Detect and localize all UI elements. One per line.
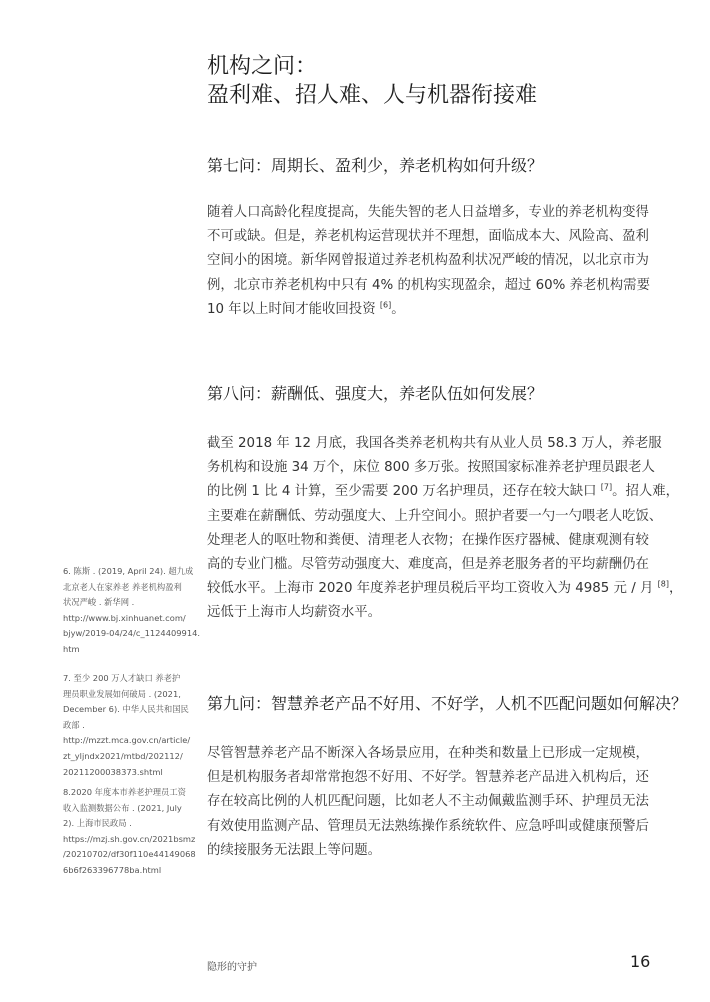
paragraph-line: 务机构和设施 34 万个，床位 800 多万张。按照国家标准养老护理员跟老人 (207, 460, 655, 476)
section-title-line-2: 盈利难、招人难、人与机器衔接难 (207, 83, 538, 108)
footnote-link[interactable]: /20210702/df30f110e44149068 (63, 849, 196, 860)
paragraph-text: 较低水平。上海市 2020 年度养老护理员税后平均工资收入为 4985 元 / 月 (207, 581, 654, 597)
footnote-link[interactable]: http://www.bj.xinhuanet.com/ (63, 612, 186, 623)
footnote-6 (63, 564, 201, 658)
paragraph-line: 尽管智慧养老产品不断深入各场景应用，在种类和数量上已形成一定规模， (207, 746, 649, 761)
paragraph-line: 例，北京市养老机构中只有 4% 的机构实现盈余，超过 60% 养老机构需要 (207, 277, 650, 293)
paragraph-line: 的续接服务无法跟上等问题。 (207, 842, 382, 858)
section-title (207, 52, 667, 110)
footnote-line: 理员职业发展如何破局 . (2021, (63, 688, 181, 699)
question-8-paragraph (207, 432, 683, 626)
footnote-link[interactable]: https://mzj.sh.gov.cn/2021bsmz (63, 833, 196, 844)
footer-publication-title: 隐形的守护 (207, 962, 257, 973)
paragraph-text: 。招人难， (612, 484, 680, 500)
paragraph-text: 10 年以上时间才能收回投资 (207, 301, 376, 317)
question-8-heading: 第八问：薪酬低、强度大，养老队伍如何发展？ (207, 384, 544, 403)
question-9-paragraph (207, 742, 662, 863)
reference-marker-7[interactable]: [7] (600, 482, 613, 492)
paragraph-line: 有效使用监测产品、管理员无法熟练操作系统软件、应急呼叫或健康预警后 (207, 818, 649, 834)
paragraph-line: 存在较高比例的人机匹配问题，比如老人不主动佩戴监测手环、护理员无法 (207, 794, 649, 810)
footnote-line: 6. 陈斯 . (2019, April 24). 超九成 (63, 566, 194, 576)
paragraph-line: 主要难在薪酬低、劳动强度大、上升空间小。照护者要一勺一勺喂老人吃饭、 (207, 508, 663, 524)
paragraph-line: 截至 2018 年 12 月底，我国各类养老机构共有从业人员 58.3 万人，养老服 (207, 436, 662, 451)
reference-marker-8[interactable]: [8] (657, 579, 669, 589)
footnote-line: December 6). 中华人民共和国民 (63, 704, 189, 715)
paragraph-line: 随着人口高龄化程度提高，失能失智的老人日益增多，专业的养老机构变得 (207, 205, 649, 220)
question-9-heading: 第九问：智慧养老产品不好用、不好学，人机不匹配问题如何解决？ (207, 694, 688, 713)
footnote-link[interactable]: bjyw/2019-04/24/c_1124409914. (63, 628, 201, 639)
question-7-paragraph (207, 201, 662, 322)
paragraph-line (207, 577, 683, 601)
paragraph-text: ， (668, 581, 683, 597)
footnote-line: 2). 上海市民政局 . (63, 818, 132, 829)
page-number: 16 (630, 952, 651, 971)
paragraph-line (207, 298, 662, 322)
footnote-8 (63, 785, 196, 879)
footnote-7 (63, 671, 191, 780)
question-7-heading: 第七问：周期长、盈利少，养老机构如何升级？ (207, 156, 544, 175)
footnote-line: 7. 至少 200 万人才缺口 养老护 (63, 673, 181, 683)
section-title-line-1: 机构之问： (207, 54, 318, 79)
paragraph-line: 空间小的困境。新华网曾报道过养老机构盈利状况严峻的情况，以北京市为 (207, 253, 649, 269)
footnote-link[interactable]: http://mzzt.mca.gov.cn/article/ (63, 735, 191, 746)
reference-marker-6[interactable]: [6] (379, 300, 392, 310)
footnote-link[interactable]: zt_yljndx2021/mtbd/202112/ (63, 750, 183, 761)
paragraph-line: 处理老人的呕吐物和粪便、清理老人衣物；在操作医疗器械、健康观测有较 (207, 532, 649, 548)
footnote-link[interactable]: 20211200038373.shtml (63, 766, 163, 777)
footnote-line: 8.2020 年度本市养老护理员工资 (63, 787, 186, 797)
footnote-line: 收入监测数据公布 . (2021, July (63, 802, 182, 813)
paragraph-line: 不可或缺。但是，养老机构运营现状并不理想，面临成本大、风险高、盈利 (207, 229, 649, 245)
footnote-line: 北京老人在家养老 养老机构盈利 (63, 581, 182, 592)
footnote-line: 政部 . (63, 719, 85, 730)
footnote-line: 状况严峻 . 新华网 . (63, 597, 135, 608)
footnote-link[interactable]: htm (63, 643, 80, 654)
paragraph-line: 高的专业门槛。尽管劳动强度大、难度高，但是养老服务者的平均薪酬仍在 (207, 557, 649, 573)
paragraph-line: 但是机构服务者却常常抱怨不好用、不好学。智慧养老产品进入机构后，还 (207, 770, 649, 786)
paragraph-line: 远低于上海市人均薪资水平。 (207, 605, 382, 621)
paragraph-text: 。 (391, 301, 405, 317)
footnote-link[interactable]: 6b6f263396778ba.html (63, 864, 162, 875)
paragraph-line (207, 480, 680, 504)
paragraph-text: 的比例 1 比 4 计算，至少需要 200 万名护理员，还存在较大缺口 (207, 484, 597, 500)
